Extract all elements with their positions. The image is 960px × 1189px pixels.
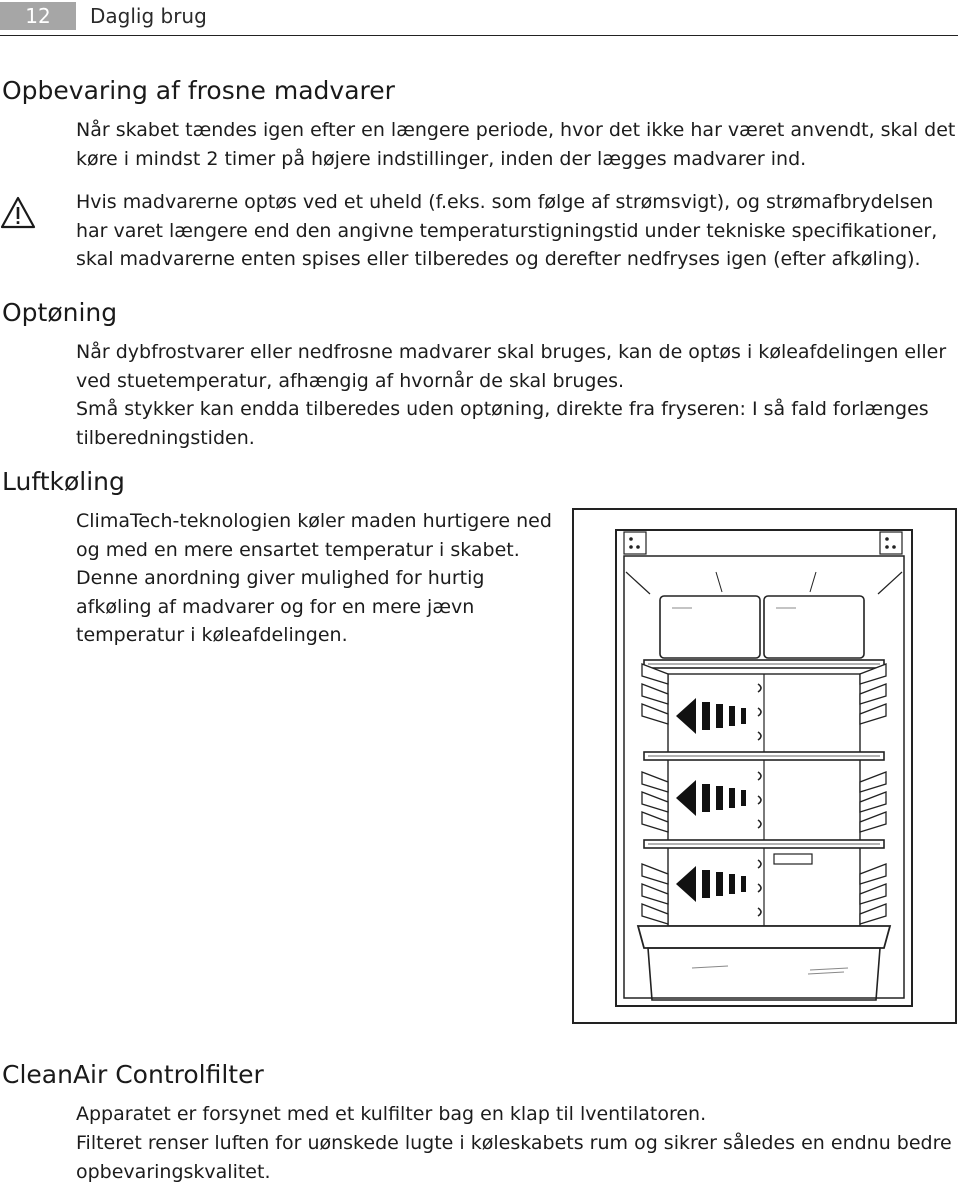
paragraph-thawing-2: Små stykker kan endda tilberedes uden optøning, direkte fra fryseren: I så fald forlænges tilberedningstiden. [76, 398, 929, 449]
paragraph-thawing-1: Når dybfrostvarer eller nedfrosne madvarer skal bruges, kan de optøs i køleafdelingen eller ved stuetemperatur, afhængig af hvornår de skal bruges. [76, 341, 947, 392]
paragraph-cleanair-2: Filteret renser luften for uønskede lugte i køleskabets rum og sikrer således en endnu bedre opbevaringskvalitet. [76, 1132, 952, 1183]
running-head: Daglig brug [90, 4, 207, 28]
warning-triangle-icon [0, 196, 36, 230]
heading-air-cooling: Luftkøling [2, 467, 125, 496]
header-rule [0, 35, 958, 36]
page-header [0, 0, 960, 36]
fridge-airflow-illustration [572, 508, 957, 1024]
heading-cleanair-filter: CleanAir Controlfilter [2, 1060, 264, 1089]
heading-frozen-food: Opbevaring af frosne madvarer [2, 76, 395, 105]
page-number: 12 [0, 2, 76, 30]
paragraph-cleanair-1: Apparatet er forsynet med et kulfilter bag en klap til lventilatoren. [76, 1103, 707, 1125]
heading-thawing: Optøning [2, 298, 118, 327]
paragraph-thaw-warning: Hvis madvarerne optøs ved et uheld (f.eks. som følge af strømsvigt), og strømafbrydelsen har varet længere end den angivne temperaturstigningstid under tekniske specifikationer, skal madvarerne enten spises eller tilberedes og derefter nedfryses igen (efter afkøling). [76, 191, 938, 270]
paragraph-air-cooling: ClimaTech-teknologien køler maden hurtigere ned og med en mere ensartet temperatur i skabet. Denne anordning giver mulighed for hurtig afkøling af madvarer og for en mere jævn temperatur i køleafdelingen. [76, 510, 552, 646]
paragraph-frozen-restart: Når skabet tændes igen efter en længere periode, hvor det ikke har været anvendt, skal det køre i mindst 2 timer på højere indstillinger, inden der lægges madvarer ind. [76, 119, 956, 170]
